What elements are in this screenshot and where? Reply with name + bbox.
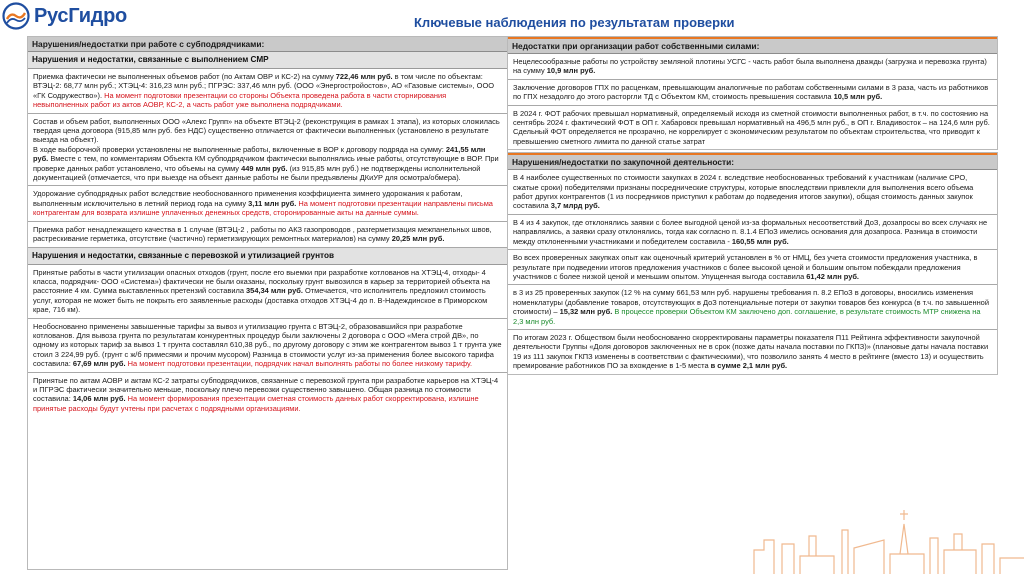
logo[interactable]: [2, 1, 127, 31]
finding-block: Приемка работ ненадлежащего качества в 1 случае (ВТЭЦ-2 , работы по АКЗ газопроводов , разгерметизация межпанельных швов, растрескивание герметика, отсутствие (частично) герметизирующих ремонтных материалов) на сумму 20,25 млн руб.: [28, 222, 507, 248]
subsection-title-smr: Нарушения и недостатки, связанные с выполнением СМР: [28, 52, 507, 69]
header: [0, 0, 1024, 30]
finding-block: В 2024 г. ФОТ рабочих превышал нормативный, определяемый исходя из сметной стоимости выполненных работ, в т.ч. по состоянию на сентябрь 2024 г. фактический ФОТ в ОП г. Хабаровск превышал нормативный на 496,5 млн руб., в ОП г. Владивосток – на 124,6 млн руб. Сдельный ФОТ определяется не прозрачно, не коррелирует с экономическим результатом по объектам строительства, что приводит к превышению сметного лимита по данной статье затрат: [508, 106, 997, 150]
finding-block: Принятые по актам АОВР и актам КС-2 затраты субподрядчиков, связанные с перевозкой грунта при разработке карьеров на ХТЭЦ-4 и ПГРЭС фактически значительно меньше, поскольку плечо перевозки существенно завышено. Общая разница по стоимости составила: 14,06 млн руб. На момент формирования презентации сметная стоимость данных работ скорректирована, излишне принятые расходы будут учтены при расчетах с подрядными организациями.: [28, 373, 507, 417]
finding-block: Состав и объем работ, выполненных ООО «Алекс Групп» на объекте ВТЭЦ-2 (реконструкция в рамках 1 этапа), из которых сложилась твердая цена договора (915,85 млн руб. без НДС) существенно отличается от фактически выполненных (установлено в результате выезда на объект). В ходе выборочной проверки установлены не выполненные работы, включенные в ВОР к договору подряда на сумму: 241,55 млн руб. Вместе с тем, по комментариям Объекта КМ субподрядчиком фактически выполнялись иные работы, отсутствующие в ВОР. При проверке данных работ установлено, что объемы на сумму 449 млн руб. (из 915,85 млн руб.) не подтверждены исполнительной документацией (отмечается, что при выезде на объект данные работы не были предъявлены ДКиУР для осмотра/обмера).: [28, 114, 507, 187]
procurement-group: [507, 152, 998, 374]
finding-block: По итогам 2023 г. Обществом были необоснованно скорректированы параметры показателя П11 Рейтинга эффективности закупочной деятельности Группы «Доля договоров заключенных не в срок (позже даты начала поставки по ГКПЗ)» (плановые даты начала поставки 19 из 111 закупок ГКПЗ изменены в соответствии с фактическими), что позволило занять 4 место в рейтинге (вместо 13) и осуществить премирование работников ПО за вхождение в 1-5 места в сумме 2,1 млн руб.: [508, 330, 997, 374]
left-section-title: Нарушения/недостатки при работе с субподрядчиками:: [28, 37, 507, 52]
finding-block: Необоснованно применены завышенные тарифы за вывоз и утилизацию грунта с ВТЭЦ-2, образовавшийся при разработке котлованов. Для вывоза грунта по результатам конкурентных процедур были заключены 2 договора с ООО «Мега строй ДВ», по одному из которых тариф за вывоз 1 т грунта составлял 610,38 руб., по другому договору с этим же контрагентом вывоз 1 т грунта уже стоил 3 224,99 руб. (грунт с ж/б примесями и прочим мусором) Разница в стоимости услуг из-за применения более высокого тарифа составила: 67,69 млн руб. На момент подготовки презентации, подрядчик начал выполнять работы по более низкому тарифу.: [28, 319, 507, 373]
finding-block: Во всех проверенных закупках опыт как оценочный критерий установлен в % от НМЦ, без учета стоимости предложения участника, в результате при подведении итогов предложения участников с более высокой ценой и большим опытом побеждали предложения участников с более низкой ценой и меньшим опытом. Упущенная выгода составила 61,42 млн руб.: [508, 250, 997, 285]
page-title: Ключевые наблюдения по результатам проверки: [414, 15, 735, 30]
finding-block: Удорожание субподрядных работ вследствие необоснованного применения коэффициента зимнего удорожания к работам, выполненным исключительно в летний период года на сумму 3,11 млн руб. На момент подготовки презентации направлены письма контрагентам для возврата излишне уплаченных денежных средств, сторонированные акты на данные суммы.: [28, 186, 507, 221]
right-panel: [507, 36, 998, 492]
finding-block: Заключение договоров ГПХ по расценкам, превышающим аналогичные по работам собственными силами в 3 раза, часть из работников по ГПХ незадолго до этого расторгли ТД с Объектом КМ, стоимость превышения составила 10,5 млн руб.: [508, 80, 997, 106]
finding-block: В 4 из 4 закупок, где отклонялись заявки с более выгодной ценой из-за формальных несоответствий ДоЗ, дозапросы во всех случаях не направлялись, а заявки сразу отклонялись, тогда как согласно п. 8.1.4 ЕПоЗ имелись основания для дозапроса. Разница в стоимости между отклоненными участниками и победителем составила - 160,55 млн руб.: [508, 215, 997, 250]
finding-block: Принятые работы в части утилизации опасных отходов (грунт, после его выемки при разработке котлованов на ХТЭЦ-4, отходы- 4 класса, подрядчик- ООО «Система») фактически не были оказаны, поскольку грунт вывозился в карьер за территорией объекта на расстояние 4 км. Сумма выставленных претензий составила 354,34 млн руб. Отмечается, что исполнитель предложил стоимость услуг, которая не может быть не покрыть его заявленные расходы (доставка отходов ХТЭЦ-4 до п. В-Надеждинское в Приморском крае, 716 км).: [28, 265, 507, 319]
right-section-title-procurement: Нарушения/недостатки по закупочной деятельности:: [508, 153, 997, 170]
rushydro-logo-icon: [2, 2, 30, 30]
logo-text: РусГидро: [34, 4, 127, 27]
finding-block: Приемка фактически не выполненных объемов работ (по Актам ОВР и КС-2) на сумму 722,46 млн руб. в том числе по объектам: ВТЭЦ-2: 68,77 млн руб.; ХТЭЦ-4: 316,23 млн руб.; ПГРЭС: 337,46 млн руб. (ООО «Энергостройостов», АО «Газовые системы», ООО «ГК Содружество»). На момент подготовки презентации со стороны Объекта проведена работа в части сторнирования невыполненных работ из актов АОВР, КС-2, а часть работ уже выполнена подрядчиками.: [28, 69, 507, 114]
finding-block: Нецелесообразные работы по устройству земляной плотины УСГС - часть работ была выполнена дважды (загрузка и перевозка грунта) на сумму 10,9 млн руб.: [508, 54, 997, 80]
own-forces-group: [507, 36, 998, 150]
finding-block: в 3 из 25 проверенных закупок (12 % на сумму 661,53 млн руб. нарушены требования п. 8.2 ЕПоЗ в договоры, вносились изменения номенклатуры (добавление товаров, отсутствующих в ДоЗ потенциальные потери от закупки товаров без конкурса (в т.ч. по завышенной стоимости) – 15,32 млн руб. В процессе проверки Объектом КМ заключено доп. соглашение, в результате стоимость МТР снижена на 2,3 млн руб.: [508, 285, 997, 330]
subsection-title-soil: Нарушения и недостатки, связанные с перевозкой и утилизацией грунтов: [28, 248, 507, 265]
right-section-title-own: Недостатки при организации работ собственными силами:: [508, 37, 997, 54]
industrial-skyline-decoration: [604, 500, 1024, 574]
left-panel: [27, 36, 508, 570]
finding-block: В 4 наиболее существенных по стоимости закупках в 2024 г. вследствие необоснованных требований к участникам (наличие СРО, сжатые сроки) победителями признаны посреднические структуры, которые впоследствии привлекли для выполнения всего объема работ других контрагентов (1 из посредников приступил к работам до подведения итогов закупки), общая стоимость данных закупок составила 3,7 млрд руб.: [508, 170, 997, 215]
